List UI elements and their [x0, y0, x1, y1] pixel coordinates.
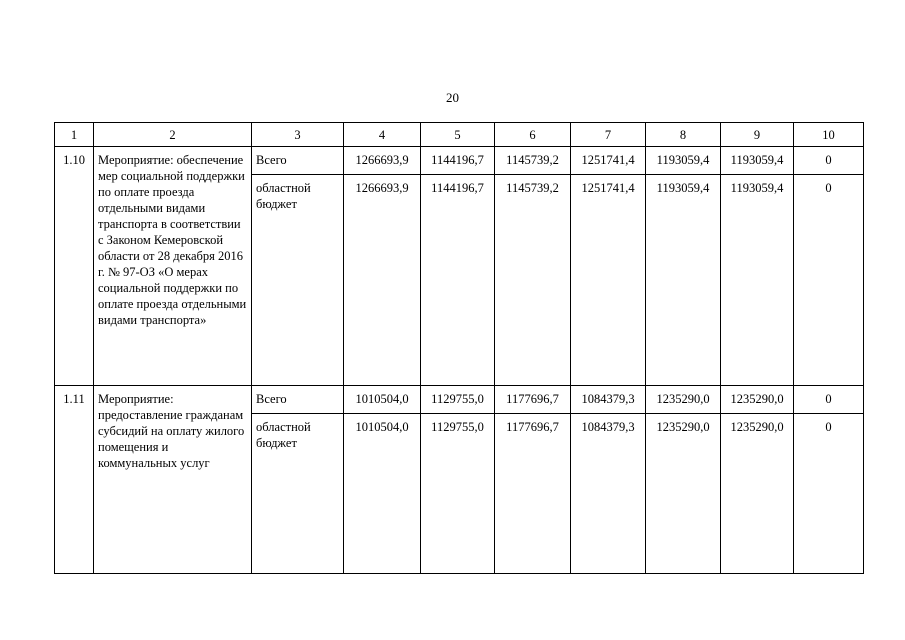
- value-cell: 0: [794, 414, 864, 574]
- value-cell: 1129755,0: [421, 414, 495, 574]
- header-cell: 3: [252, 123, 344, 147]
- table-header-row: [55, 123, 864, 147]
- header-cell: 7: [571, 123, 646, 147]
- header-cell: 4: [344, 123, 421, 147]
- value-cell: 1193059,4: [721, 147, 794, 175]
- funding-source: Всего: [252, 147, 344, 175]
- table-row: [55, 386, 864, 414]
- value-cell: 1193059,4: [646, 147, 721, 175]
- value-cell: 1145739,2: [495, 175, 571, 386]
- funding-source: Всего: [252, 386, 344, 414]
- header-cell: 1: [55, 123, 94, 147]
- value-cell: 1145739,2: [495, 147, 571, 175]
- value-cell: 1010504,0: [344, 386, 421, 414]
- value-cell: 0: [794, 147, 864, 175]
- page-number: 20: [446, 90, 459, 105]
- value-cell: 0: [794, 386, 864, 414]
- value-cell: 1266693,9: [344, 147, 421, 175]
- header-cell: 9: [721, 123, 794, 147]
- value-cell: 1177696,7: [495, 386, 571, 414]
- value-cell: 1235290,0: [721, 386, 794, 414]
- value-cell: 1193059,4: [646, 175, 721, 386]
- row-number: 1.10: [55, 147, 94, 386]
- value-cell: 1144196,7: [421, 147, 495, 175]
- value-cell: 1144196,7: [421, 175, 495, 386]
- value-cell: 1084379,3: [571, 414, 646, 574]
- value-cell: 1010504,0: [344, 414, 421, 574]
- value-cell: 1129755,0: [421, 386, 495, 414]
- value-cell: 1235290,0: [646, 414, 721, 574]
- header-cell: 2: [94, 123, 252, 147]
- value-cell: 1177696,7: [495, 414, 571, 574]
- header-cell: 8: [646, 123, 721, 147]
- value-cell: 1235290,0: [721, 414, 794, 574]
- funding-source: областной бюджет: [252, 175, 344, 386]
- header-cell: 6: [495, 123, 571, 147]
- value-cell: 1251741,4: [571, 175, 646, 386]
- value-cell: 1235290,0: [646, 386, 721, 414]
- value-cell: 1251741,4: [571, 147, 646, 175]
- value-cell: 0: [794, 175, 864, 386]
- value-cell: 1266693,9: [344, 175, 421, 386]
- header-cell: 10: [794, 123, 864, 147]
- funding-source: областной бюджет: [252, 414, 344, 574]
- header-cell: 5: [421, 123, 495, 147]
- activity-name: Мероприятие: обеспечение мер социальной поддержки по оплате проезда отдельными видами транспорта в соответствии с Законом Кемеровской области от 28 декабря 2016 г. № 97-ОЗ «О мерах социальной поддержки по оплате проезда отдельными видами транспорта»: [94, 147, 252, 386]
- row-number: 1.11: [55, 386, 94, 574]
- value-cell: 1084379,3: [571, 386, 646, 414]
- budget-table: [54, 122, 864, 574]
- table-row: [55, 147, 864, 175]
- activity-name: Мероприятие: предоставление гражданам субсидий на оплату жилого помещения и коммунальных услуг: [94, 386, 252, 574]
- value-cell: 1193059,4: [721, 175, 794, 386]
